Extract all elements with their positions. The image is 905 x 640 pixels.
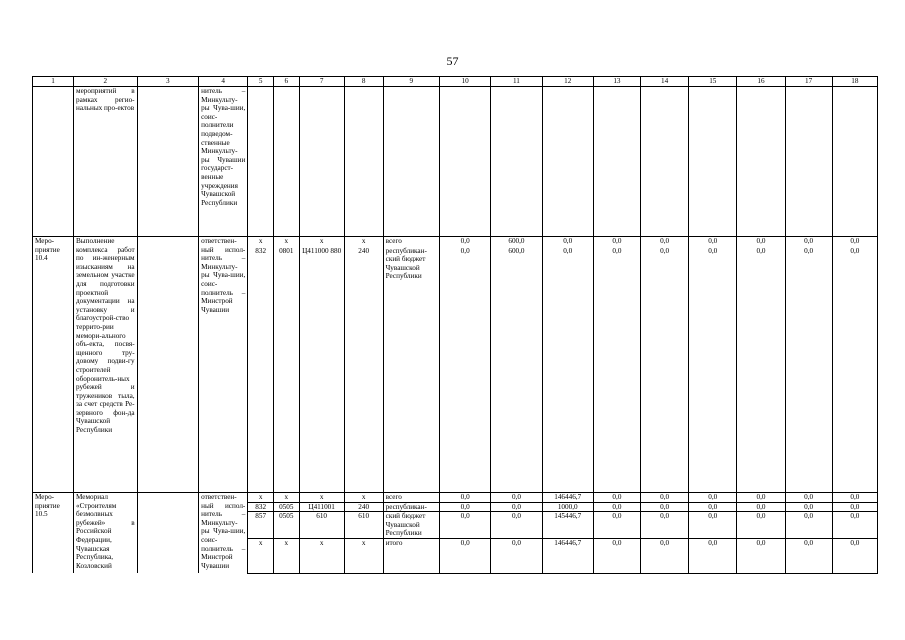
value-cell: 0,0 <box>785 538 832 573</box>
value-cell: 0,0 <box>737 247 785 493</box>
value-cell: 0,0 <box>641 538 689 573</box>
col-header: 3 <box>137 77 199 87</box>
section-cell: x <box>273 493 299 503</box>
value-cell: 0,0 <box>440 247 491 493</box>
value-cell: 0,0 <box>737 512 785 539</box>
header-row <box>33 77 878 87</box>
source-cell: ский бюджет Чувашской Республики <box>383 512 439 539</box>
value-cell: 0,0 <box>440 493 491 503</box>
value-cell: 0,0 <box>593 502 640 512</box>
value-cell: 0,0 <box>440 512 491 539</box>
col-header: 13 <box>593 77 640 87</box>
value-cell: 0,0 <box>832 237 877 247</box>
col-header: 15 <box>689 77 737 87</box>
grbs-cell: x <box>248 538 274 573</box>
col-header: 5 <box>248 77 274 87</box>
source-cell: республикан- <box>383 502 439 512</box>
value-cell: 0,0 <box>689 512 737 539</box>
value-cell: 0,0 <box>737 237 785 247</box>
grbs-cell: 832 <box>248 502 274 512</box>
section-cell: 0505 <box>273 502 299 512</box>
grbs-cell: 832 <box>248 247 274 493</box>
grbs-cell: 857 <box>248 512 274 539</box>
value-cell: 0,0 <box>689 493 737 503</box>
activity-id: Меро-приятие 10.4 <box>33 237 74 493</box>
col-header: 2 <box>74 77 138 87</box>
col-header: 1 <box>33 77 74 87</box>
col-header: 7 <box>299 77 344 87</box>
target-cell: 610 <box>299 512 344 539</box>
value-cell: 0,0 <box>689 502 737 512</box>
expense-type-cell: x <box>344 538 383 573</box>
target-cell: x <box>299 493 344 503</box>
col-header: 16 <box>737 77 785 87</box>
activity-text: Выполнение комплекса работ по ин-женерным изысканиям на земельном участке для подготовки проектной документации на установку и благоустрой-ство террито-рии мемори-ального объ-екта, посвя-щенного тру-довому подви-гу строителей оборонитель-ных рубежей и тружеников тыла, за счет средств Ре-зервного фон-да Чувашской Республики <box>74 237 138 493</box>
value-cell: 146446,7 <box>542 538 593 573</box>
activity-id: Меро-приятие 10.5 <box>33 493 74 574</box>
activity-text: Мемориал «Строителям безмолвных рубежей» в Российской Федерации, Чувашская Республика, Козловский <box>74 493 138 574</box>
value-cell: 0,0 <box>641 502 689 512</box>
executor-text: ответствен-ный испол-нитель – Минкульту-ры Чува-шии, соис-полнитель – Минстрой Чувашии <box>199 493 248 574</box>
value-cell: 0,0 <box>542 237 593 247</box>
cont-activity-text: мероприятий в рамках регио-нальных про-ектов <box>74 87 138 237</box>
source-cell: республикан-ский бюджет Чувашской Республики <box>383 247 439 493</box>
value-cell: 0,0 <box>785 512 832 539</box>
value-cell: 0,0 <box>440 237 491 247</box>
target-cell: x <box>299 237 344 247</box>
value-cell: 0,0 <box>440 538 491 573</box>
col-header: 6 <box>273 77 299 87</box>
value-cell: 0,0 <box>491 502 542 512</box>
value-cell: 0,0 <box>785 247 832 493</box>
expense-type-cell: x <box>344 493 383 503</box>
grbs-cell: x <box>248 237 274 247</box>
value-cell: 0,0 <box>832 512 877 539</box>
value-cell: 0,0 <box>593 237 640 247</box>
value-cell: 0,0 <box>737 493 785 503</box>
value-cell: 0,0 <box>641 512 689 539</box>
target-cell: Ц411000 880 <box>299 247 344 493</box>
col-header: 18 <box>832 77 877 87</box>
col-header: 9 <box>383 77 439 87</box>
section-cell: x <box>273 237 299 247</box>
table-row <box>33 237 878 247</box>
source-cell: всего <box>383 237 439 247</box>
section-cell: 0505 <box>273 512 299 539</box>
value-cell: 0,0 <box>737 502 785 512</box>
value-cell: 0,0 <box>832 493 877 503</box>
target-cell: Ц411001 <box>299 502 344 512</box>
continuation-row <box>33 87 878 237</box>
value-cell: 0,0 <box>491 493 542 503</box>
value-cell: 145446,7 <box>542 512 593 539</box>
col-header: 10 <box>440 77 491 87</box>
col-header: 8 <box>344 77 383 87</box>
col-header: 4 <box>199 77 248 87</box>
value-cell: 600,0 <box>491 237 542 247</box>
executor-text: ответствен-ный испол-нитель – Минкульту-ры Чува-шии, соис-полнитель – Минстрой Чувашии <box>199 237 248 493</box>
value-cell: 0,0 <box>491 538 542 573</box>
value-cell: 0,0 <box>689 237 737 247</box>
value-cell: 0,0 <box>832 247 877 493</box>
section-cell: x <box>273 538 299 573</box>
value-cell: 0,0 <box>689 247 737 493</box>
value-cell: 0,0 <box>641 247 689 493</box>
col-header: 17 <box>785 77 832 87</box>
value-cell: 0,0 <box>832 502 877 512</box>
expense-type-cell: 240 <box>344 502 383 512</box>
value-cell: 0,0 <box>593 493 640 503</box>
table-row <box>33 493 878 503</box>
section-cell: 0801 <box>273 247 299 493</box>
value-cell: 0,0 <box>641 237 689 247</box>
grbs-cell: x <box>248 493 274 503</box>
expense-type-cell: 610 <box>344 512 383 539</box>
target-cell: x <box>299 538 344 573</box>
source-cell: всего <box>383 493 439 503</box>
value-cell: 0,0 <box>689 538 737 573</box>
value-cell: 0,0 <box>832 538 877 573</box>
cont-executor-text: нитель – Минкульту-ры Чува-шии, соис-полнители подведом-ственные Минкульту-ры Чувашии государст-венные учреждения Чувашской Республики <box>199 87 248 237</box>
value-cell: 0,0 <box>737 538 785 573</box>
value-cell: 600,0 <box>491 247 542 493</box>
expense-type-cell: x <box>344 237 383 247</box>
value-cell: 0,0 <box>491 512 542 539</box>
col-header: 12 <box>542 77 593 87</box>
value-cell: 0,0 <box>785 502 832 512</box>
source-cell: итого <box>383 538 439 573</box>
value-cell: 146446,7 <box>542 493 593 503</box>
value-cell: 0,0 <box>593 538 640 573</box>
col-header: 11 <box>491 77 542 87</box>
expense-type-cell: 240 <box>344 247 383 493</box>
value-cell: 0,0 <box>440 502 491 512</box>
value-cell: 1000,0 <box>542 502 593 512</box>
value-cell: 0,0 <box>641 493 689 503</box>
page-number: 57 <box>446 54 459 68</box>
budget-table <box>32 76 878 574</box>
col-header: 14 <box>641 77 689 87</box>
value-cell: 0,0 <box>785 237 832 247</box>
value-cell: 0,0 <box>593 512 640 539</box>
value-cell: 0,0 <box>542 247 593 493</box>
value-cell: 0,0 <box>785 493 832 503</box>
value-cell: 0,0 <box>593 247 640 493</box>
